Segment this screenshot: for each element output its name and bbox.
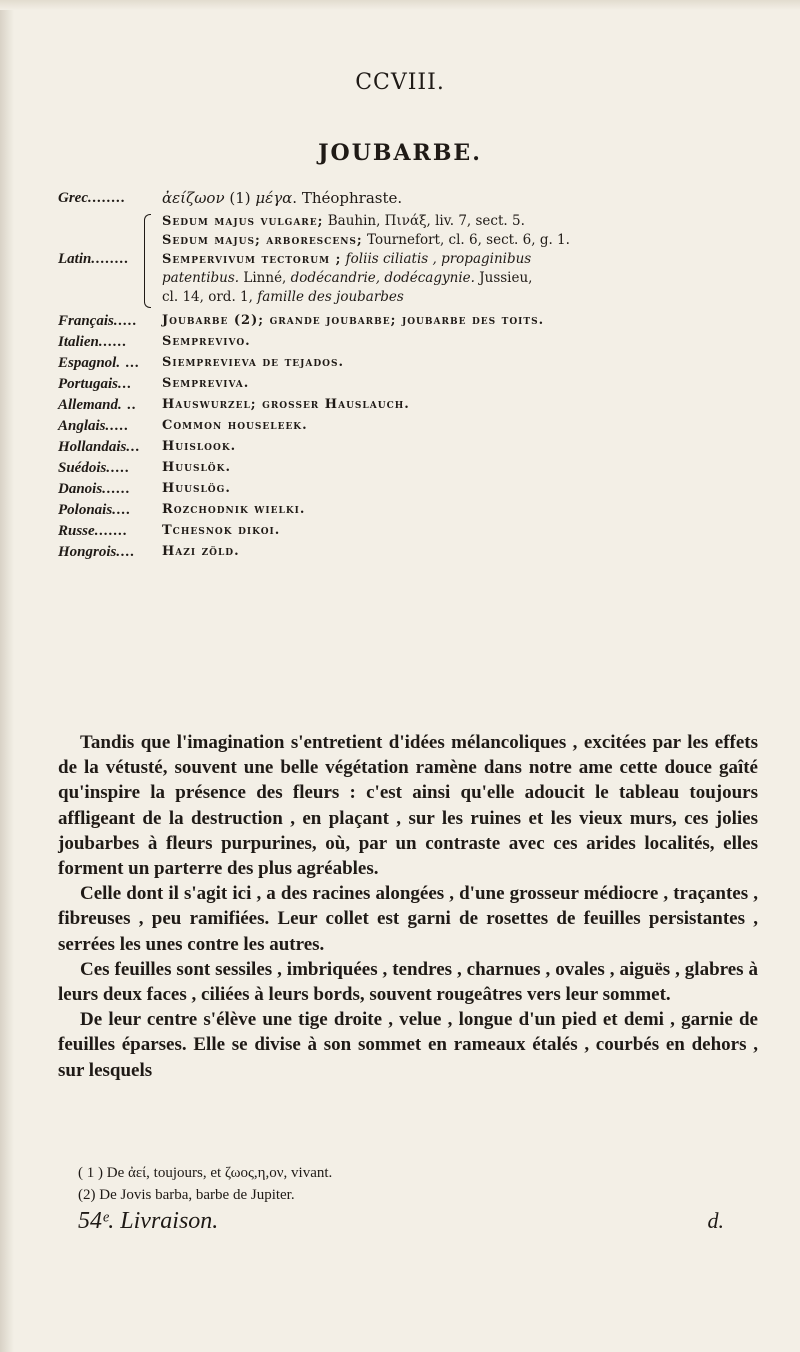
latin-line: patentibus. Linné, dodécandrie, dodécagynie. Jussieu,: [162, 270, 533, 286]
body-text: [58, 730, 758, 1083]
vernacular-value: Tchesnok dikoi.: [162, 523, 281, 538]
plate-title: JOUBARBE.: [318, 140, 482, 166]
names-section: [58, 188, 748, 563]
lang-label: Danois......: [58, 481, 131, 497]
lang-label-latin: Latin........: [58, 251, 130, 267]
vernacular-names: [58, 311, 748, 562]
plate-number: CCVIII.: [355, 70, 445, 95]
vernacular-value: Common houseleek.: [162, 418, 308, 433]
vernacular-value: Huuslök.: [162, 460, 231, 475]
row-grec: [58, 188, 748, 208]
paragraph: De leur centre s'élève une tige droite , velue , longue d'un pied et demi , garnie de feuilles éparses. Elle se divise à son sommet en rameaux étalés , courbés en dehors , sur lesquels: [58, 1009, 758, 1081]
footnote: (2) De Jovis barba, barbe de Jupiter.: [78, 1187, 295, 1203]
page-top-edge: [0, 0, 800, 10]
latin-brace: [144, 214, 151, 308]
lang-label: Russe.......: [58, 523, 128, 539]
vernacular-value: Sempreviva.: [162, 376, 250, 391]
row-vernacular: [58, 521, 748, 541]
lang-label: Anglais.....: [58, 418, 130, 434]
lang-label-grec: Grec........: [58, 190, 126, 206]
lang-label: Hollandais...: [58, 439, 141, 455]
signature-mark: d.: [707, 1208, 724, 1233]
row-vernacular: [58, 500, 748, 520]
paragraph: Ces feuilles sont sessiles , imbriquées , tendres , charnues , ovales , aiguës , glabres à leurs deux faces , ciliées à leurs bords, souvent rougeâtres vers leur sommet.: [58, 958, 758, 1006]
footnote: ( 1 ) De ἀεί, toujours, et ζωος,η,ον, vivant.: [78, 1165, 333, 1181]
latin-line: Sedum majus; arborescens; Tournefort, cl. 6, sect. 6, g. 1.: [162, 232, 570, 248]
row-vernacular: [58, 479, 748, 499]
latin-line: cl. 14, ord. 1, famille des joubarbes: [162, 289, 404, 305]
lang-label: Suédois.....: [58, 460, 131, 476]
paragraph: Tandis que l'imagination s'entretient d'idées mélancoliques , excitées par les effets de la vétusté, souvent une belle végétation ramène dans notre ame cette douce gaîté qu'inspire la présence des fleurs : c'est ainsi qu'elle adoucit le tableau toujours affligeant de la destruction , en plaçant , sur les ruines et les vieux murs, ces jolies joubarbes à fleurs purpurines, où, par un contraste avec ces arides localités, elles forment un parterre des plus agréables.: [58, 732, 758, 880]
row-vernacular: [58, 311, 748, 331]
vernacular-value: Siemprevieva de tejados.: [162, 355, 345, 370]
paragraph: Celle dont il s'agit ici , a des racines alongées , d'une grosseur médiocre , traçantes , fibreuses , peu ramifiées. Leur collet est garni de rosettes de feuilles persistantes , serrées les unes contre les autres.: [58, 883, 758, 955]
row-vernacular: [58, 437, 748, 457]
vernacular-value: Huislook.: [162, 439, 237, 454]
row-vernacular: [58, 395, 748, 415]
row-vernacular: [58, 542, 748, 562]
footnotes: [78, 1162, 758, 1206]
value-grec: ἀείζωον (1) μέγα. Théophraste.: [162, 189, 403, 207]
row-vernacular: [58, 353, 748, 373]
row-vernacular: [58, 416, 748, 436]
page-left-edge: [0, 0, 14, 1352]
lang-label: Français.....: [58, 313, 138, 329]
row-latin: [58, 212, 748, 307]
vernacular-value: Joubarbe (2); grande joubarbe; joubarbe des toits.: [162, 313, 545, 328]
lang-label: Espagnol. ...: [58, 355, 141, 371]
latin-line: Sempervivum tectorum ; foliis ciliatis , propaginibus: [162, 251, 532, 267]
row-vernacular: [58, 458, 748, 478]
lang-label: Portugais...: [58, 376, 133, 392]
lang-label: Hongrois....: [58, 544, 136, 560]
vernacular-value: Hazi zöld.: [162, 544, 240, 559]
latin-line: Sedum majus vulgare; Bauhin, Πινάξ, liv. 7, sect. 5.: [162, 213, 525, 229]
vernacular-value: Semprevivo.: [162, 334, 251, 349]
row-vernacular: [58, 332, 748, 352]
lang-label: Italien......: [58, 334, 128, 350]
latin-lines: [162, 212, 748, 307]
lang-label: Polonais....: [58, 502, 132, 518]
livraison-label: 54ᵉ. Livraison.: [78, 1208, 219, 1234]
vernacular-value: Huuslög.: [162, 481, 231, 496]
page-footer: [78, 1208, 768, 1235]
vernacular-value: Hauswurzel; grosser Hauslauch.: [162, 397, 410, 412]
lang-label: Allemand. ..: [58, 397, 138, 413]
vernacular-value: Rozchodnik wielki.: [162, 502, 306, 517]
row-vernacular: [58, 374, 748, 394]
